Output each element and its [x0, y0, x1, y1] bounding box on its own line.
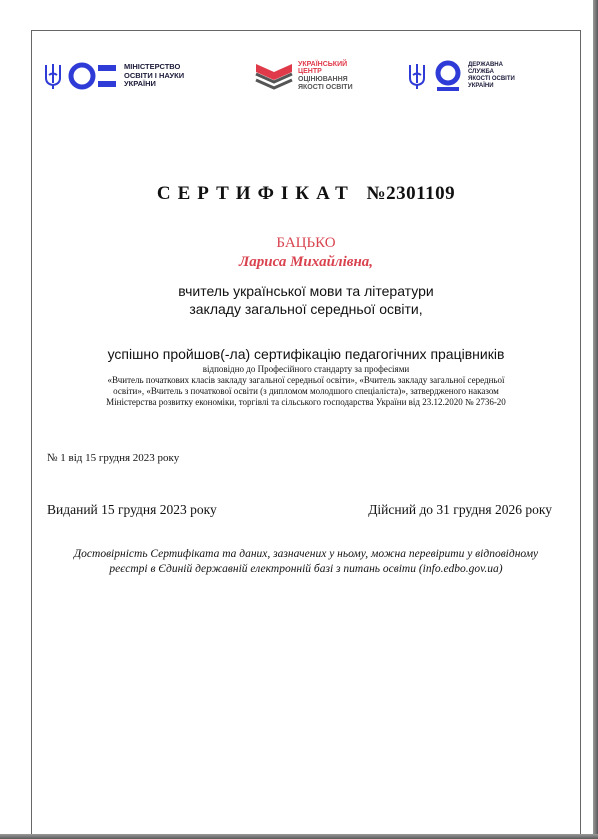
state-service-logo — [408, 60, 530, 92]
trident-icon — [408, 61, 426, 91]
certificate-title-word: СЕРТИФІКАТ — [156, 183, 355, 204]
ucoz-name-line: УКРАЇНСЬКИЙ — [298, 60, 348, 68]
open-book-icon — [254, 58, 294, 94]
standard-line: освіти», «Вчитель з початкової освіти (з дипломом молодшого спеціаліста)», затвердженого наказом — [113, 386, 499, 396]
page-shadow-right — [593, 0, 598, 839]
certification-statement: успішно пройшов(-ла) сертифікацію педагогічних працівників — [107, 346, 505, 362]
ministry-name-line: ОСВІТИ І НАУКИ — [124, 70, 185, 80]
standard-line: «Вчитель початкових класів закладу загальної середньої освіти», «Вчитель закладу загальної середньої — [107, 375, 505, 385]
ucoz-name-line: ЦЕНТР — [298, 68, 322, 76]
ministry-emblem-icon — [68, 61, 118, 91]
holder-last-name: БАЦЬКО — [276, 235, 336, 251]
state-service-name — [468, 62, 530, 90]
certificate-number: №2301109 — [366, 183, 456, 204]
ministry-name-line: УКРАЇНИ — [124, 79, 156, 89]
quality-emblem-icon — [434, 60, 462, 92]
issue-date: Виданий 15 грудня 2023 року — [47, 502, 217, 517]
holder-first-name: Лариса Михайлівна, — [238, 254, 374, 270]
ucoz-name — [298, 61, 370, 91]
trident-icon — [44, 61, 62, 91]
professional-standard — [62, 364, 550, 408]
state-service-name-line: УКРАЇНИ — [468, 82, 494, 89]
position-line: закладу загальної середньої освіти, — [189, 301, 423, 317]
valid-until-date: Дійсний до 31 грудня 2026 року — [368, 502, 552, 517]
verification-note — [52, 547, 560, 577]
page-shadow-bottom — [0, 834, 598, 839]
state-service-name-line: ДЕРЖАВНА — [468, 62, 503, 69]
certificate-title — [31, 183, 581, 205]
state-service-name-line: СЛУЖБА — [468, 69, 494, 76]
certificate-frame — [31, 30, 581, 836]
ucoz-name-line: ОЦІНЮВАННЯ — [298, 76, 348, 83]
note-line: Достовірність Сертифіката та даних, зазначених у ньому, можна перевірити у відповідному — [73, 548, 539, 560]
ministry-logo — [44, 61, 204, 91]
position-line: вчитель української мови та літератури — [178, 283, 434, 299]
holder-position — [31, 282, 581, 318]
registration-number: № 1 від 15 грудня 2023 року — [47, 452, 180, 464]
standard-line: Міністерства розвитку економіки, торгівлі та сільського господарства України від 23.12.2020 № 2736-20 — [106, 397, 506, 407]
ucoz-name-line: ЯКОСТІ ОСВІТИ — [298, 83, 353, 91]
standard-line: відповідно до Професійного стандарту за професіями — [202, 364, 410, 374]
state-service-name-line: ЯКОСТІ ОСВІТИ — [468, 76, 515, 82]
ministry-name — [124, 63, 204, 88]
note-line: реєстрі в Єдиній державній електронній базі з питань освіти (info.edbo.gov.ua) — [109, 563, 503, 575]
ucoz-logo — [254, 58, 370, 94]
ministry-name-line: МІНІСТЕРСТВО — [124, 62, 181, 72]
